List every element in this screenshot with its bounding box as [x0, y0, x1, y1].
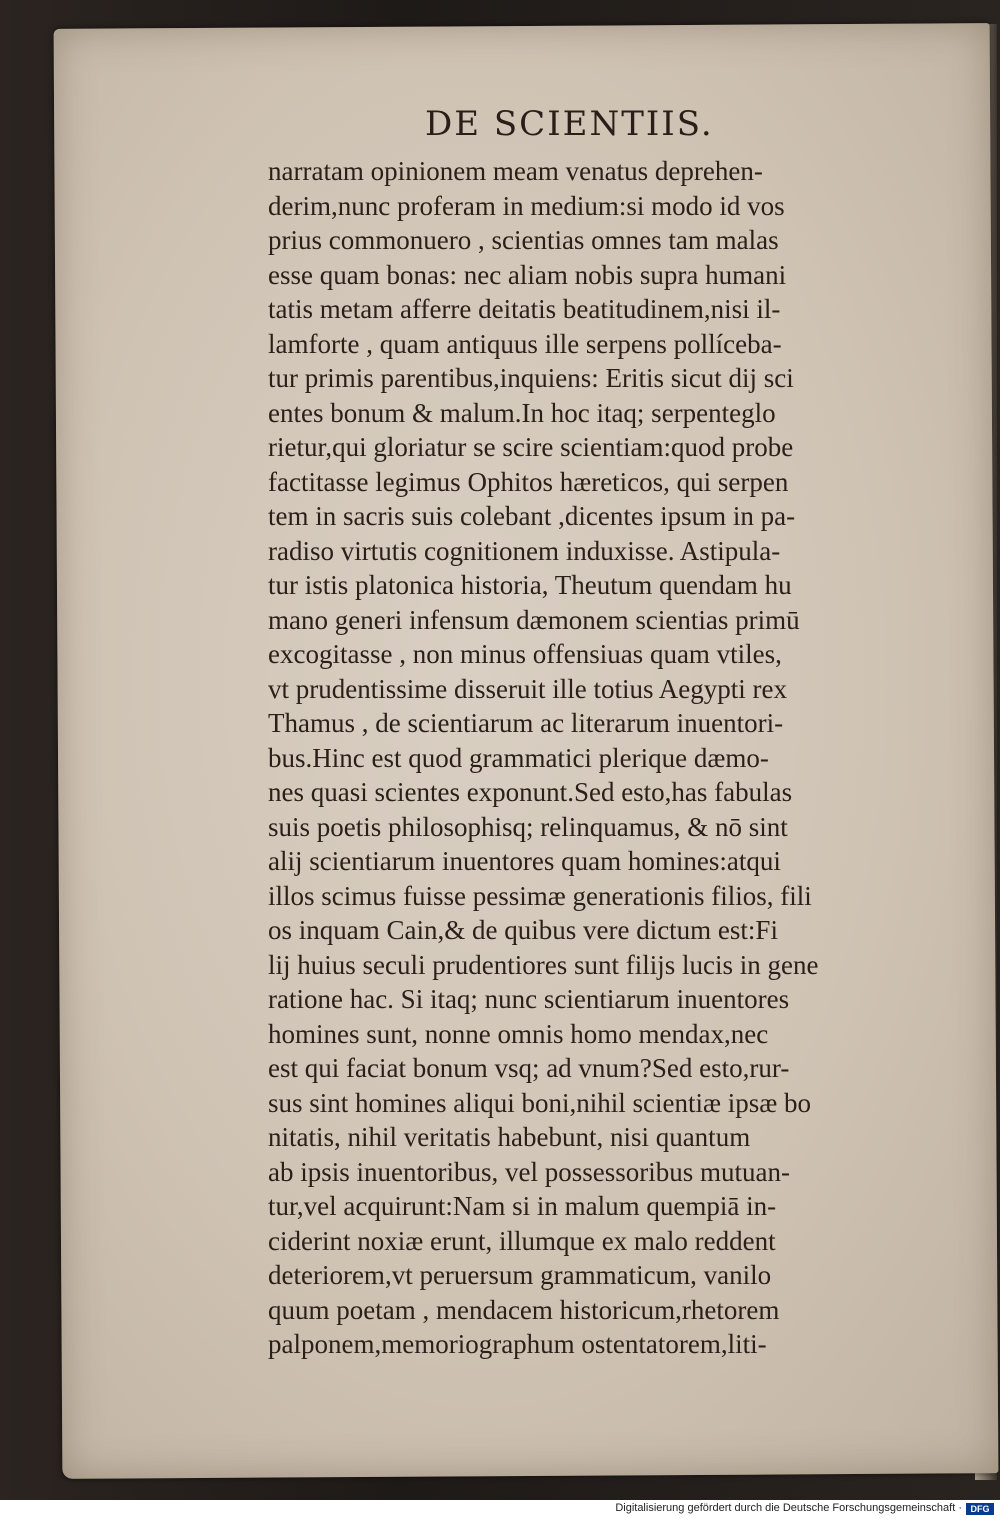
- page-text: [268, 154, 928, 1362]
- text-line: radiso virtutis cognitionem induxisse. Astipula-: [268, 535, 781, 566]
- text-line: tem in sacris suis colebant ,dicentes ipsum in pa-: [268, 501, 796, 531]
- text-line: nitatis, nihil veritatis habebunt, nisi quantum: [268, 1122, 751, 1152]
- running-head: DE SCIENTIIS.: [425, 104, 714, 144]
- text-line: quum poetam , mendacem historicum,rhetorem: [268, 1294, 780, 1325]
- footer-bar: [0, 1500, 1000, 1518]
- text-line: excogitasse , non minus offensiuas quam vtiles,: [268, 639, 782, 669]
- text-line: narratam opinionem meam venatus deprehen-: [268, 156, 763, 186]
- text-line: entes bonum & malum.In hoc itaq; serpenteglo: [268, 397, 776, 428]
- text-line: prius commonuero , scientias omnes tam malas: [268, 225, 779, 255]
- text-line: lamforte , quam antiquus ille serpens pollíceba-: [268, 328, 782, 359]
- text-line: tur primis parentibus,inquiens: Eritis sicut dij sci: [268, 363, 794, 393]
- text-line: tatis metam afferre deitatis beatitudinem,nisi il-: [268, 294, 781, 324]
- text-line: tur istis platonica historia, Theutum quendam hu: [268, 570, 792, 600]
- text-line: Thamus , de scientiarum ac literarum inuentori-: [268, 708, 784, 738]
- text-line: vt prudentissime disseruit ille totius Aegypti rex: [268, 673, 787, 704]
- text-line: bus.Hinc est quod grammatici plerique dæmo-: [268, 742, 769, 773]
- text-line: suis poetis philosophisq; relinquamus, & nō sint: [268, 811, 788, 842]
- text-line: deteriorem,vt peruersum grammaticum, vanilo: [268, 1260, 772, 1290]
- text-line: tur,vel acquirunt:Nam si in malum quempiā in-: [268, 1191, 777, 1221]
- text-line: ratione hac. Si itaq; nunc scientiarum inuentores: [268, 984, 790, 1014]
- footer-credit: Digitalisierung gefördert durch die Deutsche Forschungsgemeinschaft ·: [615, 1502, 962, 1514]
- text-line: esse quam bonas: nec aliam nobis supra humani: [268, 259, 787, 290]
- text-line: mano generi infensum dæmonem scientias primū: [268, 604, 800, 635]
- text-line: nes quasi scientes exponunt.Sed esto,has fabulas: [268, 777, 793, 807]
- text-line: illos scimus fuisse pessimæ generationis filios, fili: [268, 880, 812, 911]
- text-line: factitasse legimus Ophitos hæreticos, qui serpen: [268, 466, 789, 497]
- text-line: os inquam Cain,& de quibus vere dictum est:Fi: [268, 915, 778, 945]
- text-line: alij scientiarum inuentores quam homines:atqui: [268, 846, 781, 876]
- text-line: palponem,memoriographum ostentatorem,liti-: [268, 1329, 767, 1359]
- text-line: ciderint noxiæ erunt, illumque ex malo reddent: [268, 1225, 776, 1256]
- text-line: rietur,qui gloriatur se scire scientiam:quod probe: [268, 432, 794, 462]
- dfg-logo: DFG: [966, 1503, 994, 1515]
- text-line: est qui faciat bonum vsq; ad vnum?Sed esto,rur-: [268, 1053, 790, 1083]
- text-line: derim,nunc proferam in medium:si modo id vos: [268, 190, 785, 221]
- text-line: ab ipsis inuentoribus, vel possessoribus mutuan-: [268, 1156, 790, 1187]
- text-line: homines sunt, nonne omnis homo mendax,nec: [268, 1018, 769, 1049]
- text-line: lij huius seculi prudentiores sunt filijs lucis in gene: [268, 949, 819, 980]
- text-line: sus sint homines aliqui boni,nihil scientiæ ipsæ bo: [268, 1087, 812, 1118]
